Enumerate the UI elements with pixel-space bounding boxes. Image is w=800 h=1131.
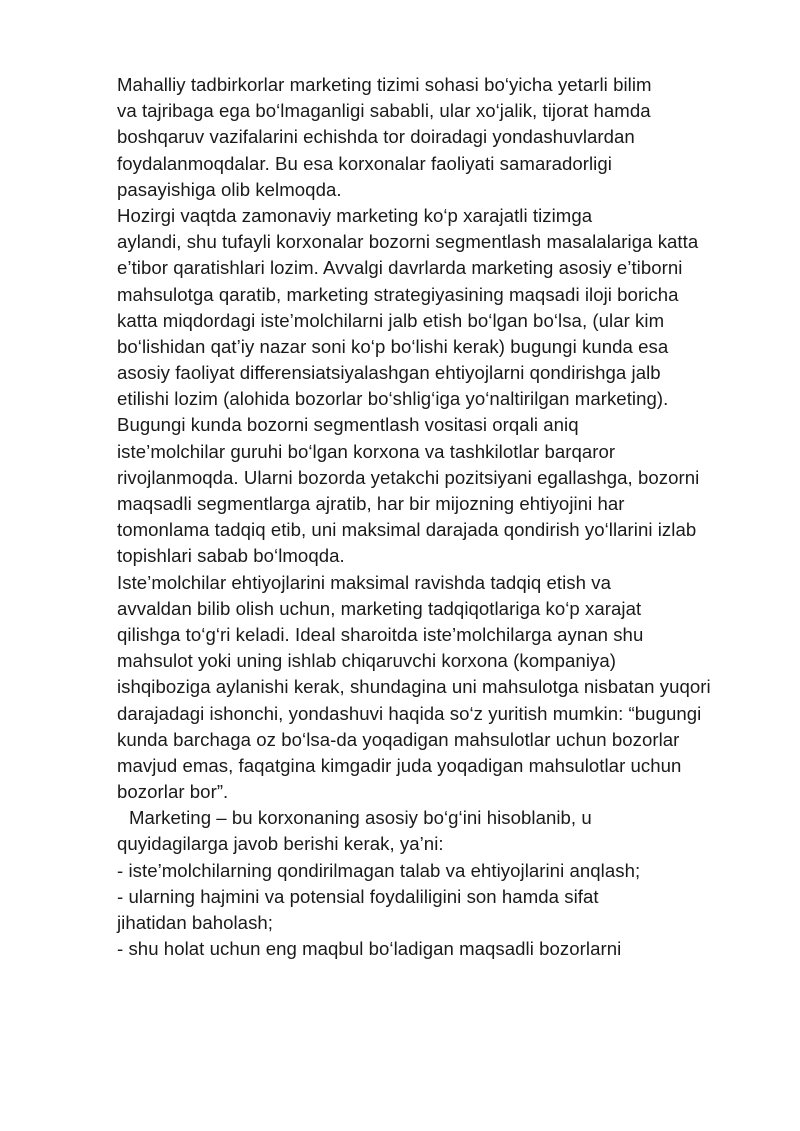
text-line: quyidagilarga javob berishi kerak, ya’ni: (117, 833, 444, 855)
text-line: topishlari sabab bo‘lmoqda. (117, 545, 345, 567)
text-line: Mahalliy tadbirkorlar marketing tizimi sohasi bo‘yicha yetarli bilim (117, 74, 652, 95)
text-line: katta miqdordagi iste’molchilarni jalb etish bo‘lgan bo‘lsa, (ular kim (117, 309, 665, 331)
text-line: tomonlama tadqiq etib, uni maksimal darajada qondirish yo‘llarini izlab (117, 519, 697, 541)
text-line: darajadagi ishonchi, yondashuvi haqida so‘z yuritish mumkin: “bugungi (117, 702, 702, 724)
text-line: qilishga to‘g‘ri keladi. Ideal sharoitda iste’molchilarga aynan shu (117, 623, 644, 645)
text-line: mavjud emas, faqatgina kimgadir juda yoqadigan mahsulotlar uchun (117, 754, 682, 776)
text-line: ishqiboziga aylanishi kerak, shundagina uni mahsulotga nisbatan yuqori (117, 676, 711, 698)
text-line: jihatidan baholash; (117, 912, 274, 933)
list-item: - ularning hajmini va potensial foydaliligini son hamda sifat (117, 885, 599, 907)
text-line: Iste’molchilar ehtiyojlarini maksimal ravishda tadqiq etish va (117, 571, 611, 593)
text-line: bozorlar bor”. (117, 781, 229, 803)
text-line: aylandi, shu tufayli korxonalar bozorni segmentlash masalalariga katta (117, 231, 699, 253)
text-line: etilishi lozim (alohida bozorlar bo‘shlig‘iga yo‘naltirilgan marketing). (117, 388, 669, 410)
text-line: maqsadli segmentlarga ajratib, har bir mijozning ehtiyojini har (117, 493, 625, 514)
text-line: avvaldan bilib olish uchun, marketing tadqiqotlariga ko‘p xarajat (117, 597, 642, 619)
text-line: kunda barchaga oz bo‘lsa-da yoqadigan mahsulotlar uchun bozorlar (117, 728, 680, 750)
text-line: mahsulotga qaratib, marketing strategiyasining maqsadi iloji boricha (117, 283, 679, 305)
text-line: e’tibor qaratishlari lozim. Avvalgi davrlarda marketing asosiy e’tiborni (117, 257, 683, 279)
text-line: rivojlanmoqda. Ularni bozorda yetakchi pozitsiyani egallashga, bozorni (117, 466, 700, 488)
list-item: - shu holat uchun eng maqbul bo‘ladigan maqsadli bozorlarni (117, 938, 622, 960)
text-line: mahsulot yoki uning ishlab chiqaruvchi korxona (kompaniya) (117, 650, 616, 672)
text-line: pasayishiga olib kelmoqda. (117, 178, 342, 200)
list-item: - iste’molchilarning qondirilmagan talab va ehtiyojlarini anqlash; (117, 859, 641, 881)
text-line: Bugungi kunda bozorni segmentlash vositasi orqali aniq (117, 414, 579, 436)
body-text (117, 72, 757, 962)
text-line: iste’molchilar guruhi bo‘lgan korxona va tashkilotlar barqaror (117, 440, 616, 462)
text-line: boshqaruv vazifalarini echishda tor doiradagi yondashuvlardan (117, 126, 635, 148)
text-line: asosiy faoliyat differensiatsiyalashgan ehtiyojlarni qondirishga jalb (117, 362, 661, 384)
text-line: foydalanmoqdalar. Bu esa korxonalar faoliyati samaradorligi (117, 152, 612, 174)
text-line: va tajribaga ega bo‘lmaganligi sababli, ular xo‘jalik, tijorat hamda (117, 100, 651, 122)
text-line: bo‘lishidan qat’iy nazar soni ko‘p bo‘lishi kerak) bugungi kunda esa (117, 335, 669, 357)
text-line: Marketing – bu korxonaning asosiy bo‘g‘ini hisoblanib, u (129, 807, 592, 829)
text-line: Hozirgi vaqtda zamonaviy marketing ko‘p xarajatli tizimga (117, 204, 593, 226)
